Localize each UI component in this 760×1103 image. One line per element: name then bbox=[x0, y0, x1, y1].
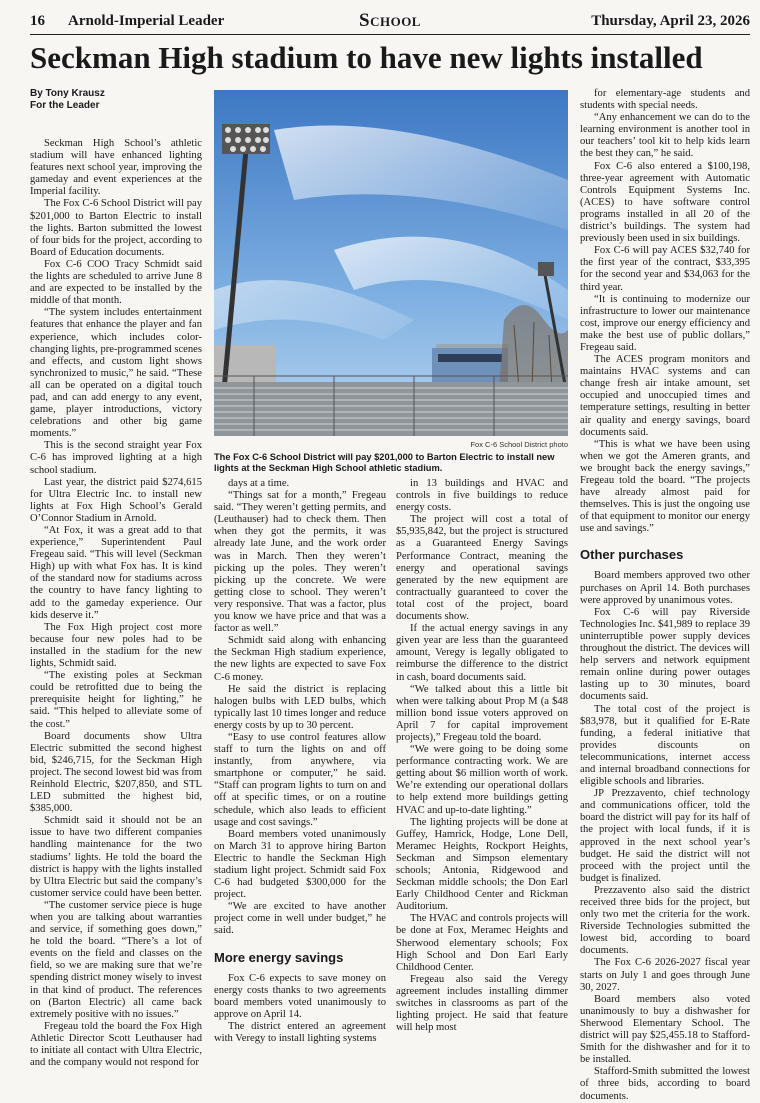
paragraph: The total cost of the project is $83,978, but it qualified for E-Rate funding, a federal initiative that provides discounts on telecommunications, internet access and internal broadband connections for eligible schools and libraries. bbox=[580, 703, 750, 788]
paragraph: Schmidt said along with enhancing the Seckman High stadium experience, the new lights are expected to save Fox C-6 money. bbox=[214, 635, 386, 683]
paragraph: “The system includes entertainment features that enhance the player and fan experience, which includes color-changing lights, pre-programmed scenes and effects, and custom light shows synchronized to music,” he said. “These all can be operated on a digital touch pad, and can add energy to any event, game, player introductions, victory celebrations and other big game moments.” bbox=[30, 307, 202, 440]
paragraph: “Things sat for a month,” Fregeau said. “They weren’t getting permits, and (Leuthauser) had to check them. Then when they got the permits, it was already late June, and the work order was in March. Then they weren’t picking up the poles. They weren’t picking up the concrete. We were getting close to school. They weren’t very responsive. That was a factor, plus you know we have price and that was a factor as well.” bbox=[214, 490, 386, 635]
paragraph: Fregeau also said the Veregy agreement includes installing dimmer switches in classrooms as part of the lighting project. He said that feature will help most bbox=[396, 973, 568, 1034]
headline: Seckman High stadium to have new lights installed bbox=[30, 40, 703, 75]
paragraph: He said the district is replacing halogen bulbs with LED bulbs, which typically last 10 times longer and reduce energy costs by up to 30 percent. bbox=[214, 683, 386, 731]
issue-date: Thursday, April 23, 2026 bbox=[591, 13, 750, 29]
paper-name: Arnold-Imperial Leader bbox=[68, 13, 225, 29]
paragraph: Stafford-Smith submitted the lowest of three bids, according to board documents. bbox=[580, 1066, 750, 1102]
paragraph: Seckman High School’s athletic stadium will have enhanced lighting features next school year, improving the gameday and event experiences at the Imperial facility. bbox=[30, 138, 202, 198]
column-2 bbox=[214, 478, 386, 1045]
stadium-lights-photo bbox=[214, 90, 568, 436]
paragraph: Fox C-6 also entered a $100,198, three-year agreement with Automatic Controls Equipment Systems Inc. (ACES) to have software control programs installed in all 20 of the district’s buildings. The system had previously been used in six buildings. bbox=[580, 160, 750, 245]
paragraph: “We talked about this a little bit when were talking about Prop M (a $48 million bond issue voters approved on April 7 for capital improvement projects),” Fregeau told the board. bbox=[396, 683, 568, 743]
paragraph: The district entered an agreement with Veregy to install lighting systems bbox=[214, 1020, 386, 1045]
paragraph: Board members also voted unanimously to buy a dishwasher for Sherwood Elementary School. The district will pay $25,455.18 to Stafford-Smith for the dishwasher and for it to be installed. bbox=[580, 993, 750, 1066]
paragraph: The Fox C-6 2026-2027 fiscal year starts on July 1 and goes through June 30, 2027. bbox=[580, 957, 750, 993]
paragraph: in 13 buildings and HVAC and controls in five buildings to reduce energy costs. bbox=[396, 478, 568, 514]
paragraph: Fregeau told the board the Fox High Athletic Director Scott Leuthauser had to initiate all contact with Ultra Electric, and the company would not respond for bbox=[30, 1020, 202, 1069]
section-name: School bbox=[359, 10, 421, 31]
page-number: 16 bbox=[30, 13, 45, 29]
paragraph: Fox C-6 expects to save money on energy costs thanks to two agreements board members voted unanimously to approve on April 14. bbox=[214, 972, 386, 1020]
paragraph: “The customer service piece is huge when you are talking about warranties and service, if something goes down,” he told the board. “There’s a lot of events on the field and classes on the field, so we are making sure that we’re spending district money wisely to invest in that kind of product. The references on (Barton Electric) all came back extremely positive with no issues.” bbox=[30, 899, 202, 1020]
paragraph: JP Prezzavento, chief technology and communications officer, told the board the district will pay for its half of the project with local funds, if it is approved in the next school year’s budget. He said the district will not proceed with the project until the budget is finalized. bbox=[580, 788, 750, 884]
page-header bbox=[30, 8, 750, 35]
byline-outlet: For the Leader bbox=[30, 100, 100, 111]
stadium-photo-image bbox=[214, 90, 568, 436]
paragraph: The Fox C-6 School District will pay $201,000 to Barton Electric to install the lights. Barton submitted the lowest of four bids for the project, according to Board of Education documents. bbox=[30, 198, 202, 258]
paragraph: If the actual energy savings in any given year are less than the guaranteed amount, Veregy is legally obligated to reimburse the difference to the district in cash, board documents said. bbox=[396, 623, 568, 683]
paragraph: The lighting projects will be done at Guffey, Hamrick, Hodge, Lone Dell, Meramec Heights, Rockport Heights, Seckman and Simpson elementary schools; Antonia, Ridgewood and Seckman middle schools; the Don Earl Early Childhood Center and Rickman Auditorium. bbox=[396, 816, 568, 913]
paragraph: The HVAC and controls projects will be done at Fox, Meramec Heights and Sherwood elementary schools; Fox High School and Don Earl Early Childhood Center. bbox=[396, 913, 568, 973]
paragraph: days at a time. bbox=[228, 478, 290, 489]
paragraph: Fox C-6 will pay Riverside Technologies Inc. $41,989 to replace 39 uninterruptible power supply devices throughout the district. The devices will help servers and network equipment remain online during power outages lasting up to 30 minutes, board documents said. bbox=[580, 606, 750, 703]
paragraph: This is the second straight year Fox C-6 has improved lighting at a high school stadium. bbox=[30, 440, 202, 476]
paragraph: Board documents show Ultra Electric submitted the second highest bid, $246,715, for the Seckman High project. The second lowest bid was from Reinhold Electric, $207,850, and STL LED submitted the highest bid, $385,000. bbox=[30, 730, 202, 815]
paragraph: “The existing poles at Seckman could be retrofitted due to being the prerequisite height for lighting,” he said. “This helped to alleviate some of the cost.” bbox=[30, 670, 202, 730]
column-4 bbox=[580, 88, 750, 1102]
byline-author: By Tony Krausz bbox=[30, 88, 105, 99]
paragraph: for elementary-age students and students with special needs. bbox=[580, 88, 750, 112]
paragraph: Board members approved two other purchases on April 14. Both purchases were approved by unanimous votes. bbox=[580, 570, 750, 606]
paragraph: Schmidt said it should not be an issue to have two different companies handling maintenance for the two stadiums’ lights. He told the board the district is happy with the lights installed by Ultra Electric but said the company’s customer service could have been better. bbox=[30, 815, 202, 899]
column-3 bbox=[396, 478, 568, 1034]
column-1 bbox=[30, 88, 202, 1069]
paragraph: “This is what we have been using when we got the Ameren grants, and we brought back the energy savings,” Fregeau told the board. “The projects have already almost paid for themselves. This is just the ongoing use of that equipment to monitor our energy use and savings.” bbox=[580, 438, 750, 535]
photo-caption: The Fox C-6 School District will pay $201,000 to Barton Electric to install new lights at the Seckman High School athletic stadium. bbox=[214, 452, 555, 473]
paragraph: Fox C-6 will pay ACES $32,740 for the first year of the contract, $33,395 for the second year and $34,063 for the third year. bbox=[580, 245, 750, 293]
paragraph: Fox C-6 COO Tracy Schmidt said the lights are scheduled to arrive June 8 and are expected to be installed by the middle of that month. bbox=[30, 258, 202, 307]
paragraph: Prezzavento also said the district received three bids for the project, but only two met the criteria for the work. Riverside Technologies submitted the lowest bid, according to board documents. bbox=[580, 884, 750, 957]
subhead-energy: More energy savings bbox=[214, 949, 344, 965]
paragraph: The Fox High project cost more because four new poles had to be installed in the stadium for the new lights, Schmidt said. bbox=[30, 621, 202, 670]
paragraph: “We are excited to have another project come in well under budget,” he said. bbox=[214, 901, 386, 937]
paragraph: “At Fox, it was a great add to that experience,” Superintendent Paul Fregeau said. “This will level (Seckman High) up with what Fox has. It is kind of the standard now for stadiums across the country to have fancy lighting to add to the gameday experience. Our kids deserve it.” bbox=[30, 525, 202, 621]
photo-credit: Fox C-6 School District photo bbox=[470, 440, 568, 449]
paragraph: “Any enhancement we can do to the learning environment is another tool in our teachers’ tool kit to help kids learn the best they can,” he said. bbox=[580, 112, 750, 160]
paragraph: The project will cost a total of $5,935,842, but the project is structured as a Guaranteed Energy Savings Performance Contract, meaning the energy and operational savings generated by the new equipment are contractually guaranteed to cover the total cost of the project, board documents show. bbox=[396, 514, 568, 623]
paragraph: The ACES program monitors and maintains HVAC systems and can change fresh air intake amount, set occupied and unoccupied times and temperature settings, resulting in better air quality and energy savings, board documents said. bbox=[580, 354, 750, 438]
paragraph: Last year, the district paid $274,615 for Ultra Electric Inc. to install new lights at Fox High School’s Gerald O’Connor Stadium in Arnold. bbox=[30, 476, 202, 524]
paragraph: “Easy to use control features allow staff to turn the lights on and off instantly, from anywhere, via smartphone or computer,” he said. “Staff can program lights to turn on and off at specific times, or on a routine schedule, which also leads to efficient usage and cost savings.” bbox=[214, 731, 386, 828]
byline bbox=[30, 88, 202, 112]
subhead-other: Other purchases bbox=[580, 547, 684, 563]
paragraph: Board members voted unanimously on March 31 to approve hiring Barton Electric to handle the Seckman High stadium light project. Schmidt said Fox C-6 had budgeted $300,000 for the project. bbox=[214, 828, 386, 901]
paragraph: “It is continuing to modernize our infrastructure to lower our maintenance cost, improve our energy efficiency and make the best use of public dollars,” Fregeau said. bbox=[580, 293, 750, 353]
paragraph: “We were going to be doing some performance contracting work. We are getting about $6 million worth of work. We’re extending our operational dollars to help extend more buildings getting HVAC and up-to-date lighting.” bbox=[396, 744, 568, 816]
